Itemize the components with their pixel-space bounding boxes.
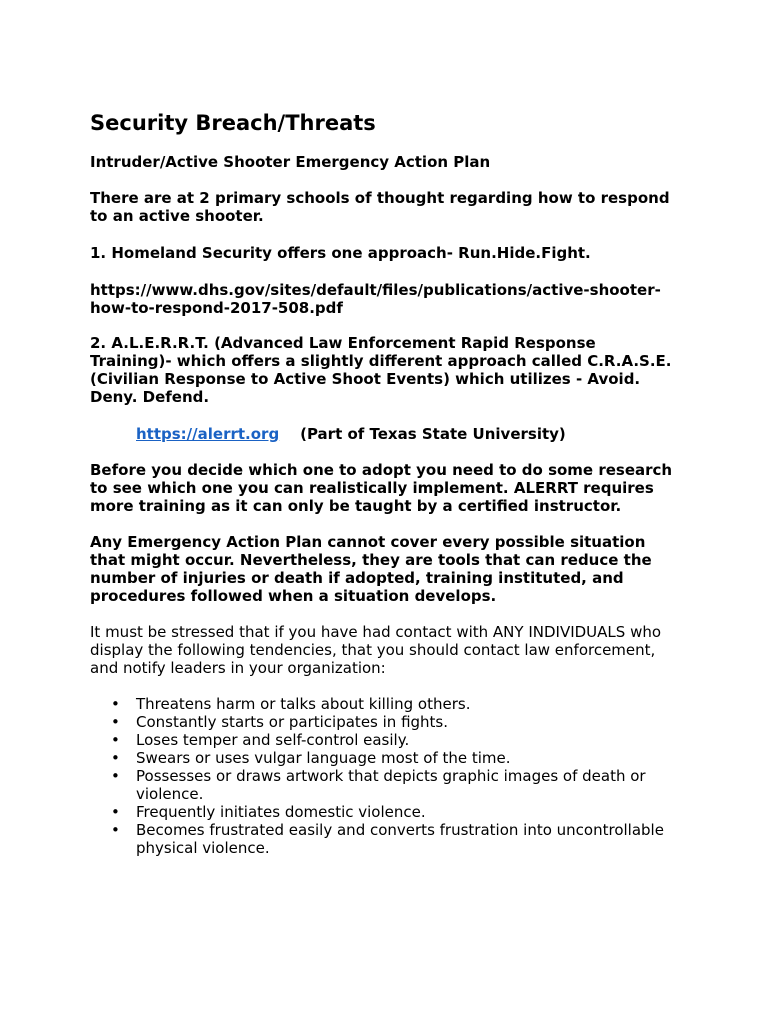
bullet-icon: • xyxy=(111,731,120,749)
bullet-icon: • xyxy=(111,749,120,767)
alerrt-link[interactable]: https://alerrt.org xyxy=(136,425,280,443)
list-item: • Loses temper and self-control easily. xyxy=(111,731,410,749)
bullet-icon: • xyxy=(111,803,120,821)
list-item: • Threatens harm or talks about killing others. xyxy=(111,695,471,713)
intro-paragraph: There are at 2 primary schools of thought regarding how to respond to an active shooter. xyxy=(90,189,670,225)
point-two: 2. A.L.E.R.R.T. (Advanced Law Enforcement Rapid Response Training)- which offers a slightly different approach called C.R.A.S.E. (Civilian Response to Active Shoot Events) which utilizes - Avoid. Deny. Defend. xyxy=(90,334,672,406)
document-title: Security Breach/Threats xyxy=(90,111,376,135)
list-item: • Frequently initiates domestic violence. xyxy=(111,803,426,821)
alerrt-line xyxy=(136,425,566,443)
list-item: • Possesses or draws artwork that depicts graphic images of death or violence. xyxy=(111,767,646,803)
list-item: • Constantly starts or participates in fights. xyxy=(111,713,449,731)
eap-paragraph: Any Emergency Action Plan cannot cover every possible situation that might occur. Nevertheless, they are tools that can reduce the number of injuries or death if adopted, training instituted, and procedures followed when a situation develops. xyxy=(90,533,652,605)
stress-paragraph: It must be stressed that if you have had contact with ANY INDIVIDUALS who display the following tendencies, that you should contact law enforcement, and notify leaders in your organization: xyxy=(90,623,662,677)
document-subtitle: Intruder/Active Shooter Emergency Action Plan xyxy=(90,153,491,171)
bullet-icon: • xyxy=(111,695,120,713)
tendencies-list xyxy=(90,695,696,857)
bullet-icon: • xyxy=(111,767,120,785)
decide-paragraph: Before you decide which one to adopt you need to do some research to see which one you can realistically implement. ALERRT requires more training as it can only be taught by a certified instructor. xyxy=(90,461,673,515)
bullet-icon: • xyxy=(111,821,120,839)
list-item: • Becomes frustrated easily and converts frustration into uncontrollable physical violence. xyxy=(111,821,664,857)
bullet-icon: • xyxy=(111,713,120,731)
alerrt-note: (Part of Texas State University) xyxy=(300,425,566,443)
point-one: 1. Homeland Security offers one approach- Run.Hide.Fight. xyxy=(90,244,591,262)
list-item: • Swears or uses vulgar language most of the time. xyxy=(111,749,511,767)
dhs-url-text: https://www.dhs.gov/sites/default/files/publications/active-shooter- how-to-respond-2017-508.pdf xyxy=(90,281,661,317)
